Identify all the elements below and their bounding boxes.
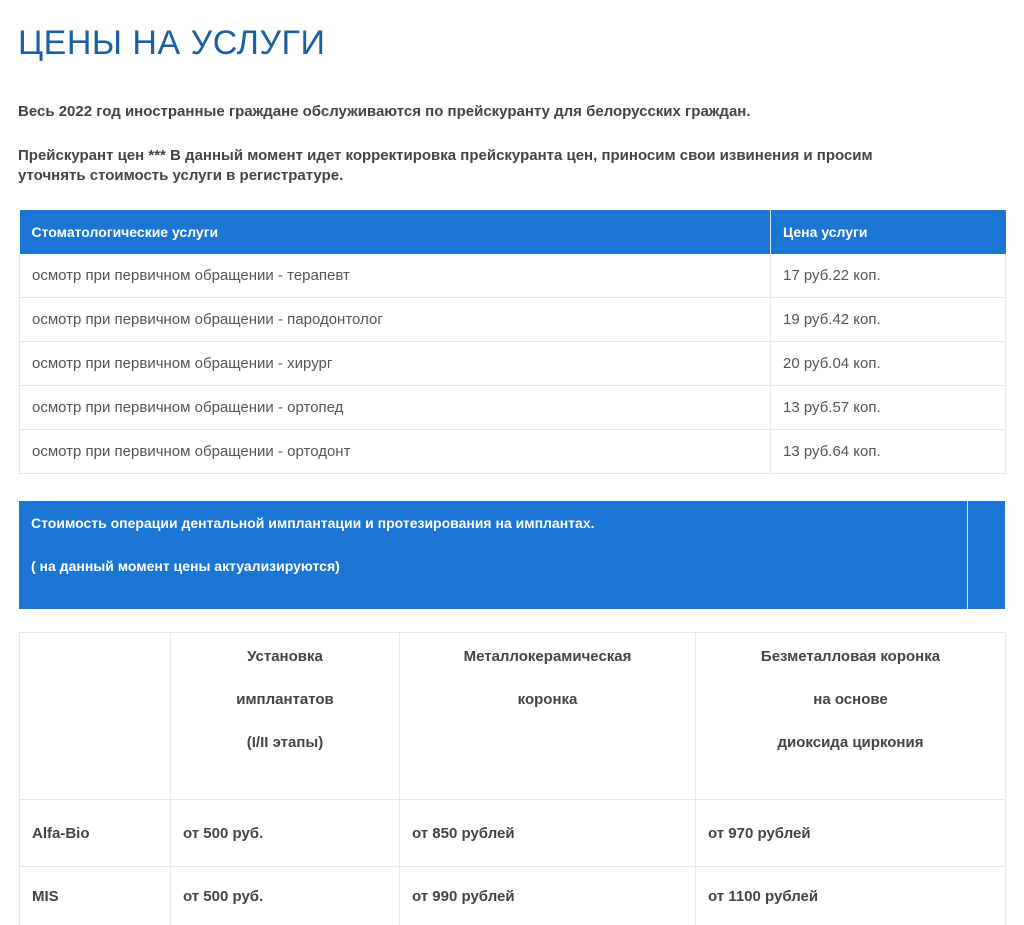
implants-header-empty	[20, 633, 171, 800]
services-header-service: Стоматологические услуги	[20, 210, 771, 254]
services-table	[19, 210, 1006, 474]
implant-metal-ceramic-price: от 990 рублей	[400, 867, 696, 925]
implant-banner	[19, 501, 1005, 609]
table-row	[20, 386, 1006, 430]
implants-table	[19, 632, 1006, 925]
foreigners-note: Весь 2022 год иностранные граждане обслуживаются по прейскуранту для белорусских граждан.	[18, 102, 751, 122]
page-title: ЦЕНЫ НА УСЛУГИ	[18, 24, 325, 63]
table-row	[20, 254, 1006, 298]
table-row	[20, 342, 1006, 386]
implant-brand: MIS	[20, 867, 171, 925]
implant-metal-ceramic-price: от 850 рублей	[400, 800, 696, 867]
table-row	[20, 298, 1006, 342]
implants-header-row	[20, 633, 1006, 800]
implant-banner-title: Стоимость операции дентальной имплантации и протезирования на имплантах.	[31, 515, 595, 531]
table-row	[20, 430, 1006, 474]
pricelist-note-line1: Прейскурант цен *** В данный момент идет корректировка прейскуранта цен, приносим свои извинения и просим	[18, 147, 873, 164]
service-price: 17 руб.22 коп.	[771, 254, 1006, 298]
service-price: 13 руб.64 коп.	[771, 430, 1006, 474]
implant-metal-free-price: от 970 рублей	[696, 800, 1006, 867]
implant-installation-price: от 500 руб.	[171, 800, 400, 867]
implants-header-metal-free: Безметалловая коронка на основе диоксида циркония	[696, 633, 1006, 800]
service-name: осмотр при первичном обращении - ортопед	[20, 386, 771, 430]
table-row	[20, 867, 1006, 925]
implant-brand: Alfa-Bio	[20, 800, 171, 867]
service-price: 20 руб.04 коп.	[771, 342, 1006, 386]
implants-header-installation: Установка имплантатов (I/II этапы)	[171, 633, 400, 800]
implant-banner-subtitle: ( на данный момент цены актуализируются)	[31, 558, 340, 574]
pricelist-note-line2: уточнять стоимость услуги в регистратуре.	[18, 167, 343, 184]
service-name: осмотр при первичном обращении - хирург	[20, 342, 771, 386]
service-price: 19 руб.42 коп.	[771, 298, 1006, 342]
implant-installation-price: от 500 руб.	[171, 867, 400, 925]
service-name: осмотр при первичном обращении - ортодонт	[20, 430, 771, 474]
implants-header-metal-ceramic: Металлокерамическая коронка	[400, 633, 696, 800]
banner-divider	[967, 501, 968, 609]
service-name: осмотр при первичном обращении - пародонтолог	[20, 298, 771, 342]
service-name: осмотр при первичном обращении - терапевт	[20, 254, 771, 298]
pricelist-note	[18, 146, 873, 186]
implant-metal-free-price: от 1100 рублей	[696, 867, 1006, 925]
service-price: 13 руб.57 коп.	[771, 386, 1006, 430]
table-row	[20, 800, 1006, 867]
services-header-row	[20, 210, 1006, 254]
services-header-price: Цена услуги	[771, 210, 1006, 254]
